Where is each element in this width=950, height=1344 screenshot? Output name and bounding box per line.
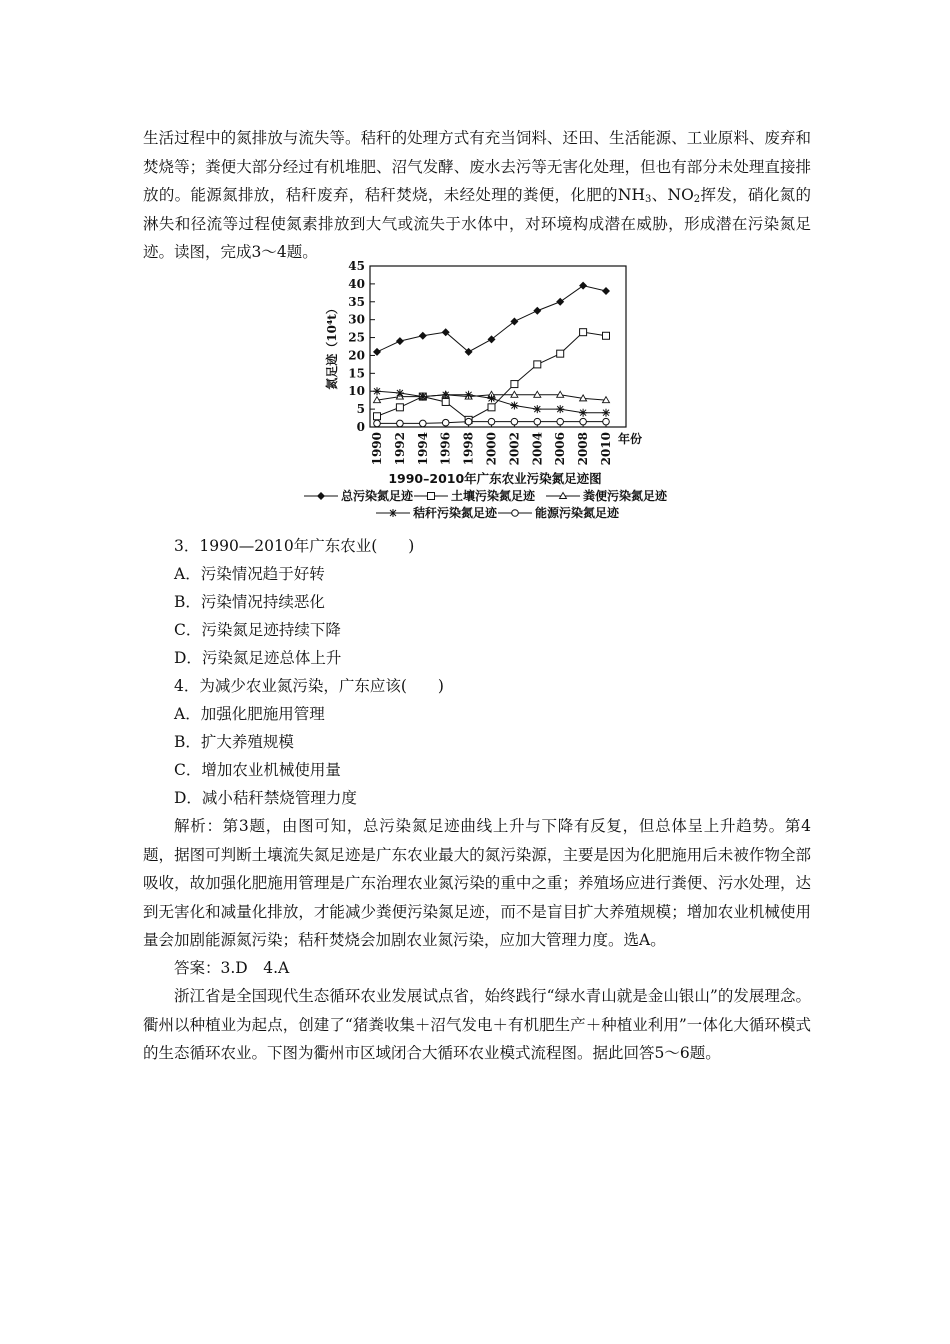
data-point-star xyxy=(419,393,427,401)
x-tick-label: 1998 xyxy=(461,432,476,466)
legend-label: 秸秆污染氮足迹 xyxy=(413,506,498,520)
data-point-star xyxy=(442,391,450,399)
data-point-circle xyxy=(603,418,610,425)
data-point-circle xyxy=(511,418,518,425)
data-point-star xyxy=(556,405,564,413)
chart-svg xyxy=(300,258,700,533)
data-point-triangle xyxy=(511,391,518,397)
data-point-circle xyxy=(420,420,427,427)
data-point-circle xyxy=(442,419,449,426)
y-tick-label: 30 xyxy=(348,312,365,327)
x-tick-label: 2008 xyxy=(576,432,591,466)
data-point-circle xyxy=(374,420,381,427)
answer-line: 答案：3.D 4.A xyxy=(174,959,290,977)
y-tick-label: 25 xyxy=(348,330,365,345)
data-point-circle xyxy=(488,418,495,425)
data-point-square xyxy=(442,398,449,405)
legend-label: 粪便污染氮足迹 xyxy=(583,489,668,503)
q3-option-c: C．污染氮足迹持续下降 xyxy=(174,621,341,639)
data-point-square xyxy=(374,413,381,420)
q4-option-a: A．加强化肥施用管理 xyxy=(174,705,325,723)
data-point-square xyxy=(580,329,587,336)
data-point-circle xyxy=(397,420,404,427)
data-point-star xyxy=(396,389,404,397)
data-point-circle xyxy=(580,418,587,425)
chart-title: 1990–2010年广东农业污染氮足迹图 xyxy=(388,471,602,486)
data-point-triangle xyxy=(557,391,564,397)
data-point-diamond xyxy=(396,337,404,345)
y-axis-label: 氮足迹（10⁴t） xyxy=(325,302,339,390)
data-point-triangle xyxy=(534,391,541,397)
legend-label: 土壤污染氮足迹 xyxy=(451,489,536,503)
data-point-square xyxy=(396,404,403,411)
data-point-diamond xyxy=(533,307,541,315)
y-tick-label: 5 xyxy=(356,402,365,417)
y-tick-label: 20 xyxy=(348,348,365,363)
data-point-diamond xyxy=(579,282,587,290)
data-point-square xyxy=(603,332,610,339)
q4-option-d: D．减小秸秆禁烧管理力度 xyxy=(174,789,357,807)
q4-option-c: C．增加农业机械使用量 xyxy=(174,761,341,779)
x-tick-label: 2002 xyxy=(507,432,522,466)
q3-stem: 3．1990—2010年广东农业( ) xyxy=(174,537,415,555)
data-point-star xyxy=(602,409,610,417)
data-point-square xyxy=(488,404,495,411)
x-tick-label: 2004 xyxy=(530,432,545,466)
y-tick-label: 15 xyxy=(348,366,365,381)
intro-paragraph: 生活过程中的氮排放与流失等。秸秆的处理方式有充当饲料、还田、生活能源、工业原料、废弃和焚烧等；粪便大部分经过有机堆肥、沼气发酵、废水去污等无害化处理，但也有部分未处理直接排放的。能源氮排放，秸秆废弃，秸秆焚烧，未经处理的粪便，化肥的$NH_3$、$NO_2$挥发，硝化氮的淋失和径流等过程使氮素排放到大气或流失于水体中，对环境构成潜在威胁，形成潜在污染氮足迹。读图，完成3～4题。 xyxy=(143,129,811,262)
analysis-paragraph: 解析：第3题，由图可知，总污染氮足迹曲线上升与下降有反复，但总体呈上升趋势。第4题，据图可判断土壤流失氮足迹是广东农业最大的氮污染源，主要是因为化肥施用后未被作物全部吸收，故加强化肥施用管理是广东治理农业氮污染的重中之重；养殖场应进行粪便、污水处理，达到无害化和减量化排放，才能减少粪便污染氮足迹，而不是盲目扩大养殖规模；增加农业机械使用量会加剧能源氮污染；秸秆焚烧会加剧农业氮污染，应加大管理力度。选A。 xyxy=(143,817,811,950)
x-tick-label: 2006 xyxy=(553,432,568,466)
data-point-square xyxy=(428,493,435,500)
data-point-star xyxy=(373,387,381,395)
data-point-circle xyxy=(534,418,541,425)
y-tick-label: 40 xyxy=(348,276,365,291)
data-point-circle xyxy=(512,510,519,517)
q3-option-b: B．污染情况持续恶化 xyxy=(174,593,325,611)
data-point-circle xyxy=(465,418,472,425)
legend-label: 能源污染氮足迹 xyxy=(535,506,620,520)
data-point-star xyxy=(389,509,397,517)
data-point-square xyxy=(534,361,541,368)
legend-label: 总污染氮足迹 xyxy=(341,489,414,503)
y-tick-label: 0 xyxy=(356,420,365,434)
data-point-star xyxy=(465,391,473,399)
data-point-star xyxy=(488,394,496,402)
y-tick-label: 35 xyxy=(348,294,365,309)
x-tick-label: 1990 xyxy=(370,432,384,466)
x-tick-label: 2010 xyxy=(599,432,613,466)
data-point-square xyxy=(511,381,518,388)
data-point-diamond xyxy=(556,298,564,306)
data-point-diamond xyxy=(602,287,610,295)
x-axis-label: 年份 xyxy=(618,432,643,446)
q3-option-a: A．污染情况趋于好转 xyxy=(174,565,325,583)
nitrogen-footprint-chart xyxy=(300,258,700,533)
q4-stem: 4．为减少农业氮污染，广东应该( ) xyxy=(174,677,444,695)
data-point-star xyxy=(533,405,541,413)
data-point-diamond xyxy=(373,348,381,356)
data-point-circle xyxy=(557,418,564,425)
y-tick-label: 10 xyxy=(348,384,365,399)
data-point-diamond xyxy=(317,492,325,500)
data-point-square xyxy=(557,350,564,357)
x-tick-label: 1996 xyxy=(438,432,453,466)
y-tick-label: 45 xyxy=(348,259,365,273)
data-point-diamond xyxy=(419,332,427,340)
data-point-star xyxy=(579,409,587,417)
next-intro-paragraph: 浙江省是全国现代生态循环农业发展试点省，始终践行“绿水青山就是金山银山”的发展理念。衢州以种植业为起点，创建了“猪粪收集＋沼气发电＋有机肥生产＋种植业利用”一体化大循环模式的生态循环农业。下图为衢州市区域闭合大循环农业模式流程图。据此回答5～6题。 xyxy=(143,987,811,1063)
data-point-star xyxy=(510,402,518,410)
x-tick-label: 1992 xyxy=(392,432,407,466)
q4-option-b: B．扩大养殖规模 xyxy=(174,733,294,751)
x-tick-label: 1994 xyxy=(415,432,430,466)
q3-option-d: D．污染氮足迹总体上升 xyxy=(174,649,342,667)
x-tick-label: 2000 xyxy=(484,432,499,466)
